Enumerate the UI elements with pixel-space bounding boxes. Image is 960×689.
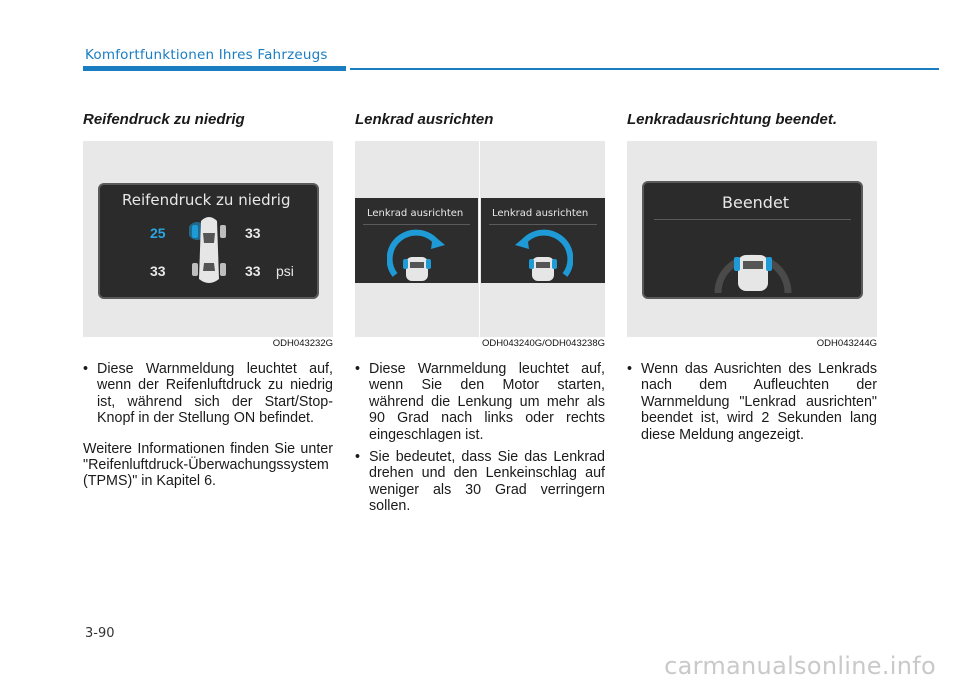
steering-turn-right-icon [387,229,447,281]
figure-tire-pressure [83,141,333,337]
figure-divider [479,141,480,337]
list-item: • Diese Warnmeldung leuchtet auf, wenn der Reifenluftdruck zu niedrig ist, während sich der Start/Stop-Knopf in der Stellung ON befindet. [83,361,333,427]
list-item: • Diese Warnmeldung leuchtet auf, wenn Sie den Motor starten, während die Lenkung um mehr als 90 Grad nach links oder rechts eingeschlagen ist. [355,361,605,443]
figure-caption: ODH043232G [272,338,333,349]
tire-value-front-right: 33 [245,225,261,241]
display-rule-left [363,224,470,225]
column-steering-align [355,111,605,521]
steering-centered-icon [708,229,798,293]
display-rule-right [489,224,597,225]
pressure-unit: psi [276,263,294,279]
heading-steering-align: Lenkrad ausrichten [355,111,494,128]
list-item: • Sie bedeutet, dass Sie das Lenkrad drehen und den Lenkeinschlag auf weniger als 30 Grad verringern sollen. [355,449,605,515]
heading-tire-pressure: Reifendruck zu niedrig [83,111,245,128]
tire-value-rear-left: 33 [150,263,166,279]
watermark: carmanualsonline.info [664,652,936,680]
tire-value-rear-right: 33 [245,263,261,279]
car-top-view-icon [189,213,229,289]
cluster-display-left [355,198,478,283]
page-number: 3-90 [85,626,115,641]
bullet-list [627,361,877,443]
figure-steering-done [627,141,877,337]
figure-steering-align [355,141,605,337]
bullet-list [355,361,605,515]
display-title: Reifendruck zu niedrig [122,191,291,209]
reference-paragraph: Weitere Informationen finden Sie unter "Reifenluftdruck-Überwachungssystem (TPMS)" in Kapitel 6. [83,440,333,490]
cluster-display [642,181,863,299]
bullet-list [83,361,333,427]
header-rule-thin [350,68,939,70]
column-steering-done [627,111,877,449]
figure-caption: ODH043244G [816,338,877,349]
display-title-right: Lenkrad ausrichten [492,208,589,219]
tire-value-front-left: 25 [150,225,166,241]
steering-turn-left-icon [513,229,573,281]
list-item: • Wenn das Ausrichten des Lenkrads nach dem Aufleuchten der Warnmeldung "Lenkrad ausrichten" beendet ist, wird 2 Sekunden lang diese Meldung angezeigt. [627,361,877,443]
section-title: Komfortfunktionen Ihres Fahrzeugs [85,47,328,63]
figure-caption: ODH043240G/ODH043238G [481,338,605,349]
display-title: Beendet [722,193,790,212]
column-tire-pressure [83,111,333,490]
display-title-left: Lenkrad ausrichten [367,208,464,219]
cluster-display [98,183,319,299]
header-rule-thick [83,66,346,71]
heading-steering-done: Lenkradausrichtung beendet. [627,111,838,128]
cluster-display-right [481,198,605,283]
display-rule [654,219,851,220]
